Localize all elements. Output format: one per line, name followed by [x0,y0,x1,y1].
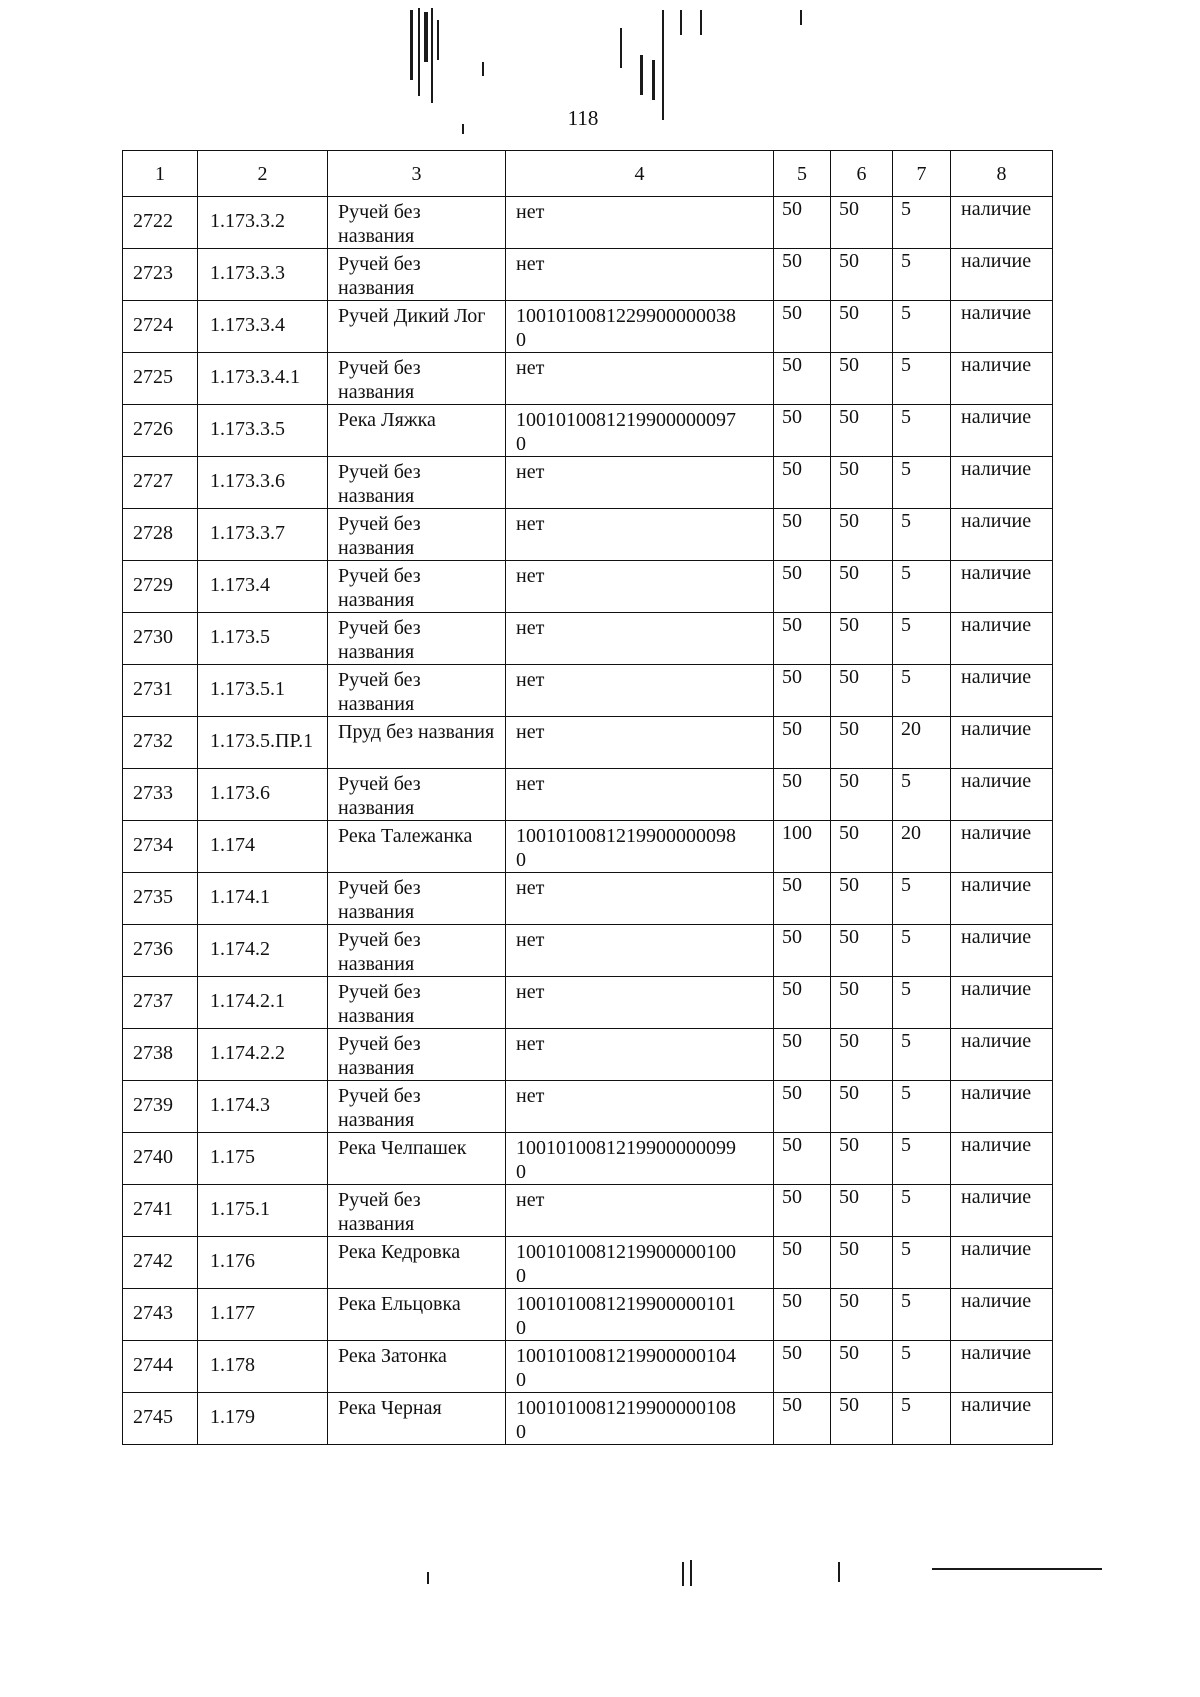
row-number-cell: 2726 [123,405,198,457]
registry-code-cell: нет [506,613,774,665]
object-name-cell: Ручей без названия [328,665,506,717]
col-5-cell: 50 [774,665,831,717]
col-5-cell: 50 [774,1289,831,1341]
scan-mark [838,1562,840,1582]
col-8-cell: наличие [951,717,1053,769]
object-code-cell: 1.173.3.5 [198,405,328,457]
object-code-cell: 1.174.2.1 [198,977,328,1029]
table-row [123,1237,1053,1289]
col-6-cell: 50 [831,301,893,353]
col-6-cell: 50 [831,1029,893,1081]
col-7-cell: 5 [893,1237,951,1289]
row-number-cell: 2735 [123,873,198,925]
col-8-cell: наличие [951,1185,1053,1237]
object-code-cell: 1.174.3 [198,1081,328,1133]
object-code-cell: 1.173.3.7 [198,509,328,561]
object-name-cell: Пруд без названия [328,717,506,769]
registry-code-cell: 10010100812199000001040 [506,1341,774,1393]
col-7-cell: 5 [893,665,951,717]
col-8-cell: наличие [951,1289,1053,1341]
col-6-cell: 50 [831,665,893,717]
col-6-cell: 50 [831,353,893,405]
col-5-cell: 50 [774,249,831,301]
scan-mark [640,55,643,95]
registry-code-cell: нет [506,1185,774,1237]
row-number-cell: 2732 [123,717,198,769]
registry-code-cell: нет [506,925,774,977]
col-7-cell: 5 [893,769,951,821]
row-number-cell: 2740 [123,1133,198,1185]
col-7-cell: 5 [893,1029,951,1081]
col-6-cell: 50 [831,249,893,301]
column-header-5: 5 [774,151,831,197]
object-name-cell: Ручей без названия [328,1029,506,1081]
col-7-cell: 5 [893,249,951,301]
col-7-cell: 5 [893,561,951,613]
col-6-cell: 50 [831,1289,893,1341]
col-8-cell: наличие [951,509,1053,561]
object-name-cell: Ручей Дикий Лог [328,301,506,353]
scan-mark [652,60,655,100]
row-number-cell: 2725 [123,353,198,405]
object-name-cell: Ручей без названия [328,197,506,249]
col-8-cell: наличие [951,249,1053,301]
col-5-cell: 50 [774,769,831,821]
col-5-cell: 50 [774,1029,831,1081]
col-6-cell: 50 [831,977,893,1029]
col-6-cell: 50 [831,717,893,769]
object-name-cell: Ручей без названия [328,873,506,925]
col-7-cell: 5 [893,301,951,353]
registry-code-cell: нет [506,665,774,717]
object-name-cell: Ручей без названия [328,457,506,509]
registry-code-cell: нет [506,561,774,613]
table-row [123,561,1053,613]
row-number-cell: 2743 [123,1289,198,1341]
row-number-cell: 2741 [123,1185,198,1237]
object-name-cell: Ручей без названия [328,769,506,821]
row-number-cell: 2744 [123,1341,198,1393]
col-6-cell: 50 [831,873,893,925]
col-7-cell: 5 [893,1185,951,1237]
col-6-cell: 50 [831,457,893,509]
registry-code-cell: 10010100812299000000380 [506,301,774,353]
table-row [123,1393,1053,1445]
column-header-1: 1 [123,151,198,197]
object-code-cell: 1.173.3.4.1 [198,353,328,405]
table-body [123,197,1053,1445]
registry-code-cell: 10010100812199000000990 [506,1133,774,1185]
column-header-6: 6 [831,151,893,197]
object-name-cell: Ручей без названия [328,1185,506,1237]
col-5-cell: 50 [774,925,831,977]
object-code-cell: 1.174.2.2 [198,1029,328,1081]
col-6-cell: 50 [831,821,893,873]
col-7-cell: 5 [893,457,951,509]
col-8-cell: наличие [951,405,1053,457]
scan-mark [462,124,464,134]
table-row [123,197,1053,249]
col-7-cell: 20 [893,821,951,873]
column-header-2: 2 [198,151,328,197]
table-row [123,717,1053,769]
object-code-cell: 1.175 [198,1133,328,1185]
col-7-cell: 5 [893,977,951,1029]
scan-mark [424,12,428,62]
table-row [123,925,1053,977]
object-code-cell: 1.179 [198,1393,328,1445]
row-number-cell: 2723 [123,249,198,301]
row-number-cell: 2729 [123,561,198,613]
table-row [123,353,1053,405]
col-5-cell: 50 [774,509,831,561]
registry-code-cell: нет [506,249,774,301]
col-6-cell: 50 [831,1237,893,1289]
col-8-cell: наличие [951,561,1053,613]
col-8-cell: наличие [951,769,1053,821]
col-6-cell: 50 [831,769,893,821]
col-6-cell: 50 [831,1133,893,1185]
row-number-cell: 2728 [123,509,198,561]
table-row [123,1029,1053,1081]
row-number-cell: 2722 [123,197,198,249]
col-5-cell: 50 [774,1393,831,1445]
object-name-cell: Река Челпашек [328,1133,506,1185]
col-7-cell: 5 [893,1341,951,1393]
col-5-cell: 50 [774,1237,831,1289]
registry-code-cell: нет [506,1081,774,1133]
object-code-cell: 1.174 [198,821,328,873]
col-7-cell: 5 [893,1289,951,1341]
table-header-row [123,151,1053,197]
col-5-cell: 50 [774,301,831,353]
row-number-cell: 2745 [123,1393,198,1445]
object-name-cell: Река Черная [328,1393,506,1445]
row-number-cell: 2739 [123,1081,198,1133]
col-5-cell: 100 [774,821,831,873]
row-number-cell: 2734 [123,821,198,873]
object-code-cell: 1.173.3.4 [198,301,328,353]
col-5-cell: 50 [774,561,831,613]
table-row [123,821,1053,873]
object-code-cell: 1.173.3.3 [198,249,328,301]
table-row [123,509,1053,561]
row-number-cell: 2733 [123,769,198,821]
col-7-cell: 5 [893,1081,951,1133]
col-6-cell: 50 [831,613,893,665]
scan-mark [437,20,439,60]
scan-mark [682,1562,684,1586]
col-8-cell: наличие [951,353,1053,405]
registry-code-cell: нет [506,1029,774,1081]
row-number-cell: 2736 [123,925,198,977]
col-6-cell: 50 [831,1341,893,1393]
scan-mark [690,1560,692,1586]
col-5-cell: 50 [774,1341,831,1393]
col-7-cell: 5 [893,197,951,249]
col-8-cell: наличие [951,613,1053,665]
object-code-cell: 1.173.3.2 [198,197,328,249]
registry-code-cell: нет [506,769,774,821]
row-number-cell: 2727 [123,457,198,509]
col-5-cell: 50 [774,353,831,405]
col-7-cell: 5 [893,1133,951,1185]
object-name-cell: Ручей без названия [328,977,506,1029]
table-row [123,769,1053,821]
object-name-cell: Река Талежанка [328,821,506,873]
scan-mark [427,1572,429,1584]
scan-mark [932,1568,1102,1570]
col-8-cell: наличие [951,1081,1053,1133]
col-8-cell: наличие [951,1029,1053,1081]
object-code-cell: 1.173.5 [198,613,328,665]
object-name-cell: Река Ельцовка [328,1289,506,1341]
object-name-cell: Ручей без названия [328,249,506,301]
object-name-cell: Река Ляжка [328,405,506,457]
table-row [123,1289,1053,1341]
col-8-cell: наличие [951,1237,1053,1289]
col-5-cell: 50 [774,1185,831,1237]
col-6-cell: 50 [831,925,893,977]
table-row [123,1341,1053,1393]
table-row [123,977,1053,1029]
scan-mark [418,8,420,96]
table-row [123,665,1053,717]
table-row [123,405,1053,457]
col-8-cell: наличие [951,977,1053,1029]
col-8-cell: наличие [951,301,1053,353]
col-8-cell: наличие [951,925,1053,977]
col-7-cell: 5 [893,353,951,405]
scan-mark [700,10,702,35]
column-header-7: 7 [893,151,951,197]
col-6-cell: 50 [831,405,893,457]
col-6-cell: 50 [831,1393,893,1445]
col-5-cell: 50 [774,1081,831,1133]
col-5-cell: 50 [774,197,831,249]
col-7-cell: 5 [893,873,951,925]
object-name-cell: Ручей без названия [328,561,506,613]
col-6-cell: 50 [831,561,893,613]
col-8-cell: наличие [951,1341,1053,1393]
table-row [123,249,1053,301]
scan-mark [662,10,664,120]
col-8-cell: наличие [951,665,1053,717]
row-number-cell: 2737 [123,977,198,1029]
col-5-cell: 50 [774,457,831,509]
col-6-cell: 50 [831,1081,893,1133]
col-6-cell: 50 [831,197,893,249]
col-8-cell: наличие [951,1393,1053,1445]
col-5-cell: 50 [774,1133,831,1185]
col-5-cell: 50 [774,613,831,665]
scan-mark [482,62,484,76]
table-row [123,301,1053,353]
col-8-cell: наличие [951,197,1053,249]
object-code-cell: 1.173.4 [198,561,328,613]
table-row [123,1185,1053,1237]
scan-mark [620,28,622,68]
scan-mark [431,8,433,103]
row-number-cell: 2730 [123,613,198,665]
scan-mark [410,10,413,80]
object-name-cell: Ручей без названия [328,613,506,665]
object-name-cell: Ручей без названия [328,925,506,977]
row-number-cell: 2738 [123,1029,198,1081]
col-7-cell: 5 [893,613,951,665]
column-header-3: 3 [328,151,506,197]
registry-code-cell: нет [506,197,774,249]
col-8-cell: наличие [951,873,1053,925]
col-8-cell: наличие [951,1133,1053,1185]
object-name-cell: Река Кедровка [328,1237,506,1289]
row-number-cell: 2731 [123,665,198,717]
registry-code-cell: 10010100812199000001000 [506,1237,774,1289]
col-6-cell: 50 [831,1185,893,1237]
object-code-cell: 1.178 [198,1341,328,1393]
table-row [123,1081,1053,1133]
registry-code-cell: нет [506,353,774,405]
object-code-cell: 1.173.5.ПР.1 [198,717,328,769]
col-5-cell: 50 [774,977,831,1029]
object-name-cell: Ручей без названия [328,509,506,561]
object-code-cell: 1.173.5.1 [198,665,328,717]
registry-code-cell: 10010100812199000001080 [506,1393,774,1445]
object-code-cell: 1.175.1 [198,1185,328,1237]
registry-code-cell: 10010100812199000000970 [506,405,774,457]
col-7-cell: 20 [893,717,951,769]
col-7-cell: 5 [893,509,951,561]
register-table [122,150,1053,1445]
object-name-cell: Ручей без названия [328,1081,506,1133]
page-number: 118 [567,106,599,130]
row-number-cell: 2742 [123,1237,198,1289]
object-code-cell: 1.174.1 [198,873,328,925]
object-name-cell: Река Затонка [328,1341,506,1393]
col-7-cell: 5 [893,925,951,977]
object-code-cell: 1.177 [198,1289,328,1341]
registry-code-cell: нет [506,457,774,509]
col-8-cell: наличие [951,457,1053,509]
registry-code-cell: 10010100812199000000980 [506,821,774,873]
object-code-cell: 1.174.2 [198,925,328,977]
object-code-cell: 1.173.3.6 [198,457,328,509]
registry-code-cell: нет [506,977,774,1029]
table-row [123,613,1053,665]
col-5-cell: 50 [774,873,831,925]
column-header-8: 8 [951,151,1053,197]
scan-mark [800,10,802,25]
object-code-cell: 1.173.6 [198,769,328,821]
scan-mark [680,10,682,35]
registry-code-cell: нет [506,509,774,561]
col-7-cell: 5 [893,405,951,457]
col-6-cell: 50 [831,509,893,561]
table-row [123,873,1053,925]
col-7-cell: 5 [893,1393,951,1445]
table-row [123,1133,1053,1185]
registry-code-cell: нет [506,717,774,769]
col-5-cell: 50 [774,717,831,769]
object-name-cell: Ручей без названия [328,353,506,405]
column-header-4: 4 [506,151,774,197]
col-5-cell: 50 [774,405,831,457]
registry-code-cell: нет [506,873,774,925]
col-8-cell: наличие [951,821,1053,873]
row-number-cell: 2724 [123,301,198,353]
object-code-cell: 1.176 [198,1237,328,1289]
table-row [123,457,1053,509]
registry-code-cell: 10010100812199000001010 [506,1289,774,1341]
